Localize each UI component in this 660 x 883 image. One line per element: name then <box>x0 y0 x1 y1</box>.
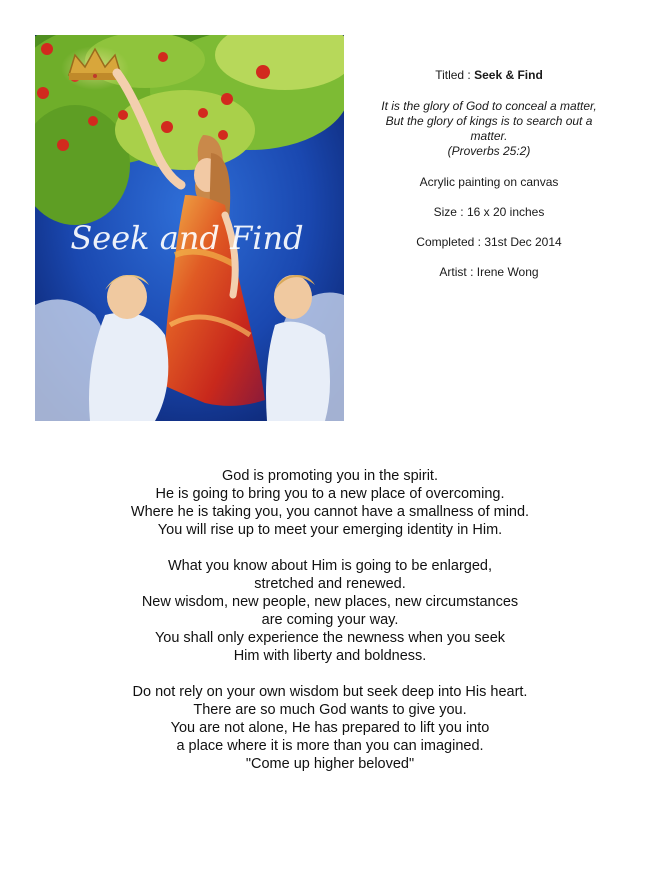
message-line: You shall only experience the newness when you seek <box>154 630 506 646</box>
title-label: Titled : <box>435 68 471 82</box>
title-value: Seek & Find <box>474 68 543 82</box>
message-line: God is promoting you in the spirit. <box>222 468 438 484</box>
scripture-quote <box>358 99 620 159</box>
message-paragraph <box>0 557 660 665</box>
message-line: New wisdom, new people, new places, new circumstances <box>141 594 519 610</box>
prophetic-message <box>0 467 660 791</box>
artwork-artist: Artist : Irene Wong <box>439 265 539 279</box>
message-line: "Come up higher beloved" <box>245 756 415 772</box>
artwork-info <box>358 68 620 295</box>
message-line: What you know about Him is going to be enlarged, <box>167 558 493 574</box>
message-line: He is going to bring you to a new place of overcoming. <box>155 486 505 502</box>
message-line: There are so much God wants to give you. <box>193 702 467 718</box>
verse-line: matter. <box>470 129 508 143</box>
painting-artwork <box>35 35 344 421</box>
verse-reference: (Proverbs 25:2) <box>447 144 531 158</box>
verse-line: But the glory of kings is to search out a <box>385 114 593 128</box>
message-line: Where he is taking you, you cannot have a smallness of mind. <box>130 504 530 520</box>
painting-image <box>35 35 344 421</box>
artwork-title <box>358 68 620 83</box>
message-line: You are not alone, He has prepared to lift you into <box>170 720 490 736</box>
message-line: Him with liberty and boldness. <box>233 648 427 664</box>
message-line: Do not rely on your own wisdom but seek deep into His heart. <box>132 684 528 700</box>
artwork-medium: Acrylic painting on canvas <box>419 175 559 189</box>
message-line: are coming your way. <box>261 612 399 628</box>
message-line: a place where it is more than you can imagined. <box>176 738 484 754</box>
message-line: stretched and renewed. <box>254 576 406 592</box>
artwork-completed-date: Completed : 31st Dec 2014 <box>416 235 562 249</box>
verse-line: It is the glory of God to conceal a matter, <box>381 99 597 113</box>
message-line: You will rise up to meet your emerging identity in Him. <box>157 522 503 538</box>
painting-overlay-text: Seek and Find <box>70 219 304 257</box>
message-paragraph <box>0 467 660 539</box>
angel-right <box>266 275 344 421</box>
message-paragraph <box>0 683 660 773</box>
artwork-size: Size : 16 x 20 inches <box>433 205 545 219</box>
